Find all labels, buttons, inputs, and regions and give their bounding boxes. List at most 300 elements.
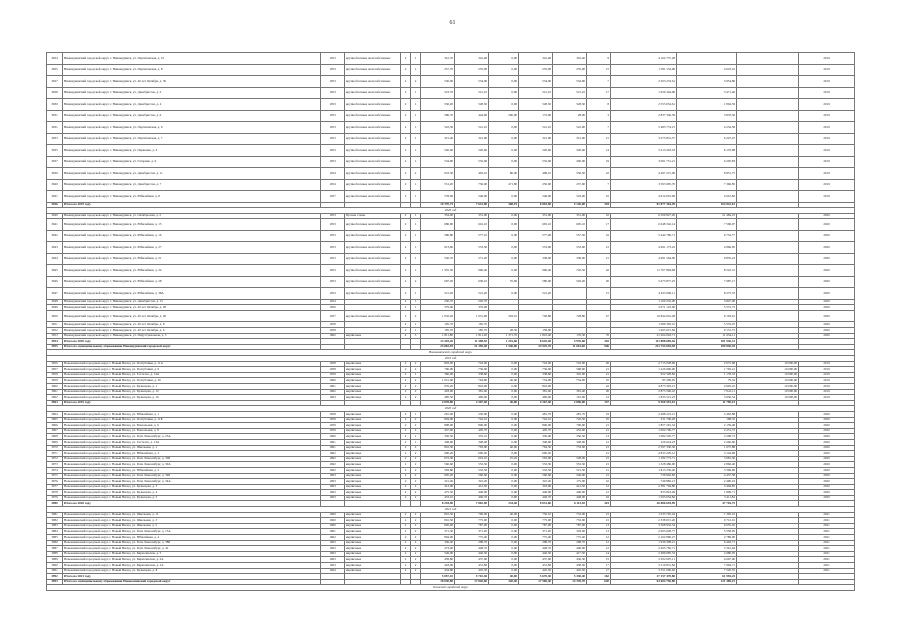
cell-b: 1 xyxy=(411,110,421,122)
cell-No: 3991 xyxy=(47,568,63,574)
cell-residents: 14 xyxy=(587,145,611,157)
cell-residents: 8 xyxy=(587,99,611,111)
cell-year: 1953 xyxy=(321,276,345,288)
cell-material: крупноблочные железобетонные xyxy=(345,179,401,191)
cell-area_living: 577,10 xyxy=(455,230,489,242)
cell-year: 1960 xyxy=(321,523,345,529)
cell-year_plan: 2020 xyxy=(799,417,855,423)
cell-year_plan: 2020 xyxy=(799,219,855,231)
cell-area_flat: 469,00 xyxy=(519,395,553,401)
cell-year_plan: 2021 xyxy=(799,518,855,524)
cell-cost: 3 351 006,92 xyxy=(611,568,677,574)
cell-year_plan: 2019 xyxy=(799,156,855,168)
cell-cost: 5 442 796,71 xyxy=(611,230,677,242)
cell-b: 2 xyxy=(411,361,421,367)
cell-year_plan: 2020 xyxy=(799,242,855,254)
cell-area_total: 348,90 xyxy=(421,439,455,445)
cell-area_living: 787,00 xyxy=(455,523,489,529)
cell-cost: 2 405 782,71 xyxy=(611,546,677,552)
cell-address: Новокаменский городской округ, г. Новый Вилад, ул. Кузнецова, д. 1 xyxy=(63,384,321,390)
cell-address: Нижнеудинский городской округ, г. Нижнеудинск, ул. Юбилейная, д. 27 xyxy=(63,242,321,254)
cell-area_nonliving: 28,30 xyxy=(489,328,519,334)
cell-a: 2 xyxy=(401,87,411,99)
cell-year: 1963 xyxy=(321,563,345,569)
cell-year_plan: 2020 xyxy=(799,473,855,479)
cell-cost_per: 7 041,11 xyxy=(677,389,737,395)
cell-year: 1958 xyxy=(321,322,345,328)
cell-a: 2 xyxy=(401,133,411,145)
cell-area_other: 5 330,40 xyxy=(553,574,587,580)
cell-year: 1960 xyxy=(321,434,345,440)
cell-No: 3961 xyxy=(47,389,63,395)
cell-cost2: 10 000,00 xyxy=(737,395,799,401)
cell-address: Новокаменский городской округ, г. Новый Вилад, ул. Юбилейная, д. 1 xyxy=(63,411,321,417)
cell-a: 2 xyxy=(401,428,411,434)
cell-No: 3943 xyxy=(47,242,63,254)
cell-cost_per: 3 411,82 xyxy=(677,495,737,501)
cell-cost2 xyxy=(737,179,799,191)
cell-area_nonliving: 0,00 xyxy=(489,265,519,277)
cell-year_plan: 2020 xyxy=(799,490,855,496)
cell-material: крупноблочные железобетонные xyxy=(345,156,401,168)
cell-year_plan: 2020 xyxy=(799,328,855,334)
cell-cost_per: 8 851,75 xyxy=(677,168,737,180)
cell-area_flat: 24 925,70 xyxy=(519,344,553,350)
cell-area_nonliving: 0,00 xyxy=(489,523,519,529)
section-label: 2021 год xyxy=(47,507,855,513)
cell-material: кирпичные xyxy=(345,473,401,479)
cell-year: 1962 xyxy=(321,389,345,395)
cell-year: 1953 xyxy=(321,64,345,76)
cell-year: 1961 xyxy=(321,529,345,535)
cell-cost_per: 1 395,16 xyxy=(677,512,737,518)
cell-area_total: 321,40 xyxy=(421,479,455,485)
cell-address: Новокаменский городской округ, г. Новый Вилад, ул. Кузнецова, д. 8 xyxy=(63,568,321,574)
cell-residents: 157 xyxy=(587,400,611,406)
cell-b: 2 xyxy=(411,484,421,490)
cell-address: Новокаменский городской округ, г. Новый Вилад, ул. Кузнецова, д. 12 xyxy=(63,389,321,395)
cell-address: Нижнеудинский городской округ, г. Нижнеудинск, ул. Юбилейная, д. 28 xyxy=(63,276,321,288)
cell-area_flat: 577,00 xyxy=(519,230,553,242)
table-row xyxy=(47,76,855,88)
cell-year: 1953 xyxy=(321,242,345,254)
cell-residents: 25 xyxy=(587,378,611,384)
cell-material: кирпичные xyxy=(345,568,401,574)
cell-No: 3924 xyxy=(47,53,63,65)
cell-material: кирпичные xyxy=(345,445,401,451)
cell-cost: 3 213 263,18 xyxy=(611,145,677,157)
cell-No: 3953 xyxy=(47,333,63,339)
cell-year_plan: 2019 xyxy=(799,361,855,367)
cell-No: 3957 xyxy=(47,367,63,373)
cell-material: кирпичные xyxy=(345,434,401,440)
cell-area_total: 816,50 xyxy=(421,445,455,451)
cell-area_other: 534,00 xyxy=(553,76,587,88)
cell-material: кирпичные xyxy=(345,333,401,339)
cell-b: 2 xyxy=(411,367,421,373)
cell-area_flat: 338,00 xyxy=(519,253,553,265)
cell-year: 1963 xyxy=(321,473,345,479)
cell-year: 1953 xyxy=(321,99,345,111)
cell-cost_per: 6 205,83 xyxy=(677,156,737,168)
cell-cost2 xyxy=(737,64,799,76)
cell-area_living: 796,00 xyxy=(455,512,489,518)
cell-area_other: 521,50 xyxy=(553,467,587,473)
cell-area_total: 360,00 xyxy=(421,372,455,378)
cell-a: 2 xyxy=(401,265,411,277)
cell-a: 2 xyxy=(401,322,411,328)
cell-b: 1 xyxy=(411,53,421,65)
cell-No: 3971 xyxy=(47,451,63,457)
cell-cost: 6 648 342,14 xyxy=(611,219,677,231)
cell-residents: 12 xyxy=(587,540,611,546)
cell-No: 3927 xyxy=(47,76,63,88)
cell-area_total: 1 032,20 xyxy=(421,310,455,322)
cell-area_living: 7 802,90 xyxy=(455,501,489,507)
cell-area_nonliving: 0,00 xyxy=(489,495,519,501)
cell-area_total: 321,40 xyxy=(421,133,455,145)
cell-area_other: 605,10 xyxy=(553,219,587,231)
cell-cost: 9 560 591,01 xyxy=(611,400,677,406)
cell-year_plan: 2019 xyxy=(799,384,855,390)
cell-cost: 3 275 831,57 xyxy=(611,133,677,145)
cell-address: Новокаменский городской округ, г. Новый Вилад, ул. Кузнецова, д. 4 xyxy=(63,490,321,496)
cell-area_flat: 8 645,40 xyxy=(519,339,553,345)
cell-area_other: 733,00 xyxy=(553,445,587,451)
cell-No: 3940 xyxy=(47,213,63,219)
cell-year_plan: 2019 xyxy=(799,64,855,76)
cell-cost_per: 2 789,90 xyxy=(677,535,737,541)
cell-a: 2 xyxy=(401,276,411,288)
cell-area_other: 743,00 xyxy=(553,361,587,367)
cell-residents: 12 xyxy=(587,490,611,496)
cell-year: 1953 xyxy=(321,213,345,219)
cell-cost_per: 4 866,95 xyxy=(677,242,737,254)
cell-area_living: 437,00 xyxy=(455,557,489,563)
cell-address: Новокаменский городской округ, г. Новый Вилад, ул. Рози Люксембург, д. 34А xyxy=(63,479,321,485)
cell-cost2: 10 000,00 xyxy=(737,384,799,390)
cell-area_other: 528,30 xyxy=(553,99,587,111)
cell-year: 1959 xyxy=(321,423,345,429)
cell-cost2: 10 000,00 xyxy=(737,372,799,378)
cell-area_total: 804,00 xyxy=(421,535,455,541)
cell-area_flat: 736,00 xyxy=(519,367,553,373)
cell-material: кирпичные xyxy=(345,456,401,462)
cell-residents: 21 xyxy=(587,372,611,378)
cell-address: Нижнеудинский городской округ, г. Нижнеудинск, ул. Индустриальная, д. 3 xyxy=(63,333,321,339)
cell-cost: 2 381 794,80 xyxy=(611,484,677,490)
cell-area_total: 379,00 xyxy=(421,305,455,311)
cell-area_flat: 521,10 xyxy=(519,87,553,99)
cell-area_nonliving: 0,00 xyxy=(489,462,519,468)
cell-area_other: 303,00 xyxy=(553,529,587,535)
cell-area_total: 803,00 xyxy=(421,361,455,367)
cell-cost: 1 926 344,90 xyxy=(611,87,677,99)
cell-cost_per: 9 835,23 xyxy=(677,253,737,265)
cell-material: крупноблочные железобетонные xyxy=(345,230,401,242)
cell-area_flat: 381,40 xyxy=(519,389,553,395)
cell-area_total: 551,20 xyxy=(421,179,455,191)
cell-cost: 739 962,82 xyxy=(611,473,677,479)
cell-area_other: 521,10 xyxy=(553,87,587,99)
cell-cost: 231 706,28 xyxy=(611,417,677,423)
cell-material: крупноблочные железобетонные xyxy=(345,145,401,157)
cell-material: крупноблочные железобетонные xyxy=(345,253,401,265)
page-number: 61 xyxy=(449,20,456,26)
cell-year: 1961 xyxy=(321,439,345,445)
cell-b: 1 xyxy=(411,213,421,219)
cell-year_plan: 2021 xyxy=(799,535,855,541)
cell-area_living: 843,00 xyxy=(455,384,489,390)
cell-area_other: 445,50 xyxy=(553,568,587,574)
cell-residents: 15 xyxy=(587,288,611,300)
cell-b: 1 xyxy=(411,434,421,440)
cell-address: Новокаменский городской округ, г. Новый Вилад, ул. Бирюсинская, д. 2А xyxy=(63,563,321,569)
cell-year_plan: 2019 xyxy=(799,53,855,65)
cell-area_living: 532,50 xyxy=(455,467,489,473)
table-row xyxy=(47,242,855,254)
cell-cost_per: 4 993,22 xyxy=(677,384,737,390)
cell-address: Нижнеудинский городской округ, г. Нижнеудинск, ул. Октябрьская, д. 2 xyxy=(63,213,321,219)
cell-b: 2 xyxy=(411,310,421,322)
cell-No: 3941 xyxy=(47,219,63,231)
cell-area_flat: 437,00 xyxy=(519,557,553,563)
cell-material: кирпичные xyxy=(345,378,401,384)
cell-cost_per: 189 836,35 xyxy=(677,344,737,350)
cell-area_nonliving: 0,00 xyxy=(489,473,519,479)
cell-year: 1957 xyxy=(321,310,345,322)
cell-year_plan: 2020 xyxy=(799,213,855,219)
cell-area_flat: 448,70 xyxy=(519,546,553,552)
cell-cost_per: 2 866,40 xyxy=(677,462,737,468)
cell-area_other: 316,40 xyxy=(553,53,587,65)
cell-area_total: 697,20 xyxy=(421,276,455,288)
cell-area_nonliving: 0,00 xyxy=(489,563,519,569)
cell-address: Нижнеудинский городской округ, г. Нижнеудинск, ул. Юбилейная, д. 8 xyxy=(63,191,321,203)
cell-area_total: 195,70 xyxy=(421,322,455,328)
cell-cost: 81 877 364,49 xyxy=(611,202,677,208)
cell-area_nonliving: 0,00 xyxy=(489,156,519,168)
cell-area_other: 255,00 xyxy=(553,64,587,76)
cell-b: 2 xyxy=(411,378,421,384)
cell-year_plan: 2020 xyxy=(799,333,855,339)
cell-year: 1963 xyxy=(321,490,345,496)
cell-area_nonliving: 0,00 xyxy=(489,288,519,300)
cell-cost: 4 455 060,11 xyxy=(611,288,677,300)
cell-residents: 12 xyxy=(587,546,611,552)
cell-material: крупноблочные железобетонные xyxy=(345,191,401,203)
cell-year_plan: 2020 xyxy=(799,456,855,462)
cell-area_nonliving: 0,00 xyxy=(489,423,519,429)
cell-area_other: 338,00 xyxy=(553,253,587,265)
cell-area_nonliving: 0,00 xyxy=(489,361,519,367)
cell-b: 2 xyxy=(411,495,421,501)
cell-No: 3925 xyxy=(47,64,63,76)
cell-address: Нижнеудинский городской округ, г. Нижнеудинск, ул. Партизанская, д. 10 xyxy=(63,53,321,65)
cell-cost_per xyxy=(677,53,737,65)
cell-area_nonliving: 46,00 xyxy=(489,378,519,384)
cell-No: 3931 xyxy=(47,122,63,134)
cell-year: 1958 xyxy=(321,328,345,334)
table-row xyxy=(47,265,855,277)
cell-area_other: 381,40 xyxy=(553,389,587,395)
cell-year: 1959 xyxy=(321,428,345,434)
cell-year: 1961 xyxy=(321,384,345,390)
cell-cost_per: 7 987,17 xyxy=(677,276,737,288)
cell-material: кирпичные xyxy=(345,395,401,401)
cell-material: кирпичные xyxy=(345,563,401,569)
cell-address: Итого по 2021 году xyxy=(63,574,321,580)
cell-address: Нижнеудинский городской округ, г. Нижнеудинск, ул. Юбилейная, д. 16 xyxy=(63,230,321,242)
cell-cost_per: 5 558,95 xyxy=(677,529,737,535)
cell-No: 3993 xyxy=(47,579,63,585)
cell-cost: 3 368 932,34 xyxy=(611,523,677,529)
cell-cost2 xyxy=(737,276,799,288)
cell-area_nonliving: 471,80 xyxy=(489,179,519,191)
cell-cost: 226 624,23 xyxy=(611,439,677,445)
cell-area_total: 690,20 xyxy=(421,451,455,457)
table-row xyxy=(47,276,855,288)
cell-address: Нижнеудинский городской округ, г. Нижнеудинск, ул. Юбилейная, д. 15 xyxy=(63,219,321,231)
cell-year_plan: 2019 xyxy=(799,145,855,157)
cell-area_nonliving: 0,00 xyxy=(489,484,519,490)
cell-area_other: 754,00 xyxy=(553,378,587,384)
cell-year: 1962 xyxy=(321,456,345,462)
program-table xyxy=(46,52,854,591)
cell-address: Новокаменский городской округ, г. Новый Вилад, ул. Бирюсинская, д. 5 xyxy=(63,551,321,557)
cell-area_flat: 794,50 xyxy=(519,445,553,451)
cell-area_living: 743,00 xyxy=(455,361,489,367)
cell-a: 2 xyxy=(401,122,411,134)
cell-area_living: 532,00 xyxy=(455,156,489,168)
cell-area_total: 403,00 xyxy=(421,389,455,395)
cell-area_flat: 330,00 xyxy=(519,434,553,440)
cell-a: 2 xyxy=(401,490,411,496)
cell-area_other: 543,00 xyxy=(553,191,587,203)
cell-a: 2 xyxy=(401,145,411,157)
cell-a: 2 xyxy=(401,179,411,191)
cell-address: Новокаменский городской округ, г. Новый Вилад, ул. Рози Люксембург, д. 30Б xyxy=(63,456,321,462)
cell-b: 1 xyxy=(411,179,421,191)
cell-year_plan: 2021 xyxy=(799,551,855,557)
cell-material: крупноблочные железобетонные xyxy=(345,99,401,111)
cell-address: Новокаменский городской округ, г. Новый Вилад, ул. Рози Люксембург, д. 34Б xyxy=(63,473,321,479)
cell-year: 1962 xyxy=(321,467,345,473)
cell-b: 1 xyxy=(411,322,421,328)
cell-residents: 42 xyxy=(587,265,611,277)
cell-No: 3985 xyxy=(47,535,63,541)
cell-material: Прочие стены xyxy=(345,213,401,219)
cell-area_nonliving: 40,00 xyxy=(489,445,519,451)
cell-material: кирпичные xyxy=(345,512,401,518)
cell-No: 3946 xyxy=(47,276,63,288)
cell-area_flat: 548,00 xyxy=(519,191,553,203)
cell-address: Новокаменский городской округ, г. Новый Вилад, ул. Рози Люксембург, д. 30А xyxy=(63,462,321,468)
table-row xyxy=(47,230,855,242)
cell-area_living: 21 395,40 xyxy=(455,344,489,350)
cell-No: 3982 xyxy=(47,518,63,524)
cell-area_flat: 520,60 xyxy=(519,145,553,157)
cell-address: Нижнеудинский городской округ, г. Нижнеудинск, ул. Юбилейная, д. 21 xyxy=(63,253,321,265)
section-header-row xyxy=(47,585,855,591)
cell-a: 2 xyxy=(401,518,411,524)
cell-No: 3955 xyxy=(47,344,63,350)
cell-cost2 xyxy=(737,242,799,254)
section-label: Новокаменский городской округ xyxy=(47,350,855,356)
cell-area_total: 686,90 xyxy=(421,219,455,231)
section-label: 2019 год xyxy=(47,356,855,362)
cell-area_flat: 158,90 xyxy=(519,328,553,334)
cell-area_nonliving: 0,00 xyxy=(489,535,519,541)
table-row xyxy=(47,179,855,191)
cell-area_living: 793,00 xyxy=(455,445,489,451)
housing-register-table xyxy=(46,52,855,591)
cell-area_flat: 4 267,40 xyxy=(519,400,553,406)
cell-cost2 xyxy=(737,191,799,203)
cell-residents: 301 xyxy=(587,501,611,507)
cell-b: 1 xyxy=(411,305,421,311)
cell-cost: 2 488 223,21 xyxy=(611,411,677,417)
cell-address: Новокаменский городской округ, г. Новый Вилад, ул. Республики, д. 9 xyxy=(63,367,321,373)
cell-material: кирпичные xyxy=(345,518,401,524)
cell-area_flat: 843,00 xyxy=(519,384,553,390)
cell-area_total: 23 863,93 xyxy=(421,344,455,350)
cell-cost_per: 4 697,00 xyxy=(677,557,737,563)
cell-address: Нижнеудинский городской округ, г. Нижнеудинск, ул. 40 лет Октября, д. 8 xyxy=(63,322,321,328)
cell-area_other: 448,00 xyxy=(553,546,587,552)
cell-cost_per: 8 275,53 xyxy=(677,288,737,300)
cell-b: 2 xyxy=(411,462,421,468)
cell-No: 3989 xyxy=(47,557,63,563)
cell-material: кирпичные xyxy=(345,479,401,485)
cell-area_total: 443,00 xyxy=(421,563,455,569)
cell-a: 2 xyxy=(401,253,411,265)
cell-year: 1962 xyxy=(321,535,345,541)
cell-a: 2 xyxy=(401,299,411,305)
cell-address: Новокаменский городской округ, г. Новый Вилад, ул. Юбилейная, д. 3 xyxy=(63,451,321,457)
cell-cost: 1 084 595,77 xyxy=(611,434,677,440)
cell-cost: 749 882,13 xyxy=(611,479,677,485)
cell-year: 1963 xyxy=(321,540,345,546)
cell-cost: 1 089 393,10 xyxy=(611,322,677,328)
cell-area_living: 553,30 xyxy=(455,242,489,254)
cell-area_other: 191,00 xyxy=(553,395,587,401)
cell-area_total: 808,00 xyxy=(421,423,455,429)
cell-area_other: 546,00 xyxy=(553,473,587,479)
cell-No: 3979 xyxy=(47,495,63,501)
cell-No: 3935 xyxy=(47,145,63,157)
cell-a: 4 xyxy=(401,333,411,339)
cell-address: Новокаменский городской округ, г. Новый Вилад, ул. Рози Люксембург, д. 25А xyxy=(63,434,321,440)
cell-cost2 xyxy=(737,133,799,145)
cell-cost: 1 813 239,40 xyxy=(611,467,677,473)
cell-area_total: 578,60 xyxy=(421,191,455,203)
cell-residents: 15 xyxy=(587,64,611,76)
cell-cost_per: 7 596,97 xyxy=(677,219,737,231)
cell-area_other: 733,00 xyxy=(553,518,587,524)
cell-area_other: 742,50 xyxy=(553,265,587,277)
cell-cost_per: 3 847,00 xyxy=(677,299,737,305)
cell-address: Новокаменский городской округ, г. Новый Вилад, ул. Гастелло, д. 14А xyxy=(63,372,321,378)
cell-year_plan: 2021 xyxy=(799,512,855,518)
cell-cost: 1 857 291,54 xyxy=(611,423,677,429)
cell-cost_per: 11 654,11 xyxy=(677,333,737,339)
cell-address: Нижнеудинский городской округ, г. Нижнеудинск, ул. 40 лет Октября, д. 26 xyxy=(63,310,321,322)
cell-area_flat: 728,80 xyxy=(519,310,553,322)
table-row xyxy=(47,288,855,300)
cell-address: Новокаменский городской округ, г. Новый Вилад, ул. Рози Люксембург, д. 38Б xyxy=(63,540,321,546)
cell-area_living: 379,00 xyxy=(455,305,489,311)
